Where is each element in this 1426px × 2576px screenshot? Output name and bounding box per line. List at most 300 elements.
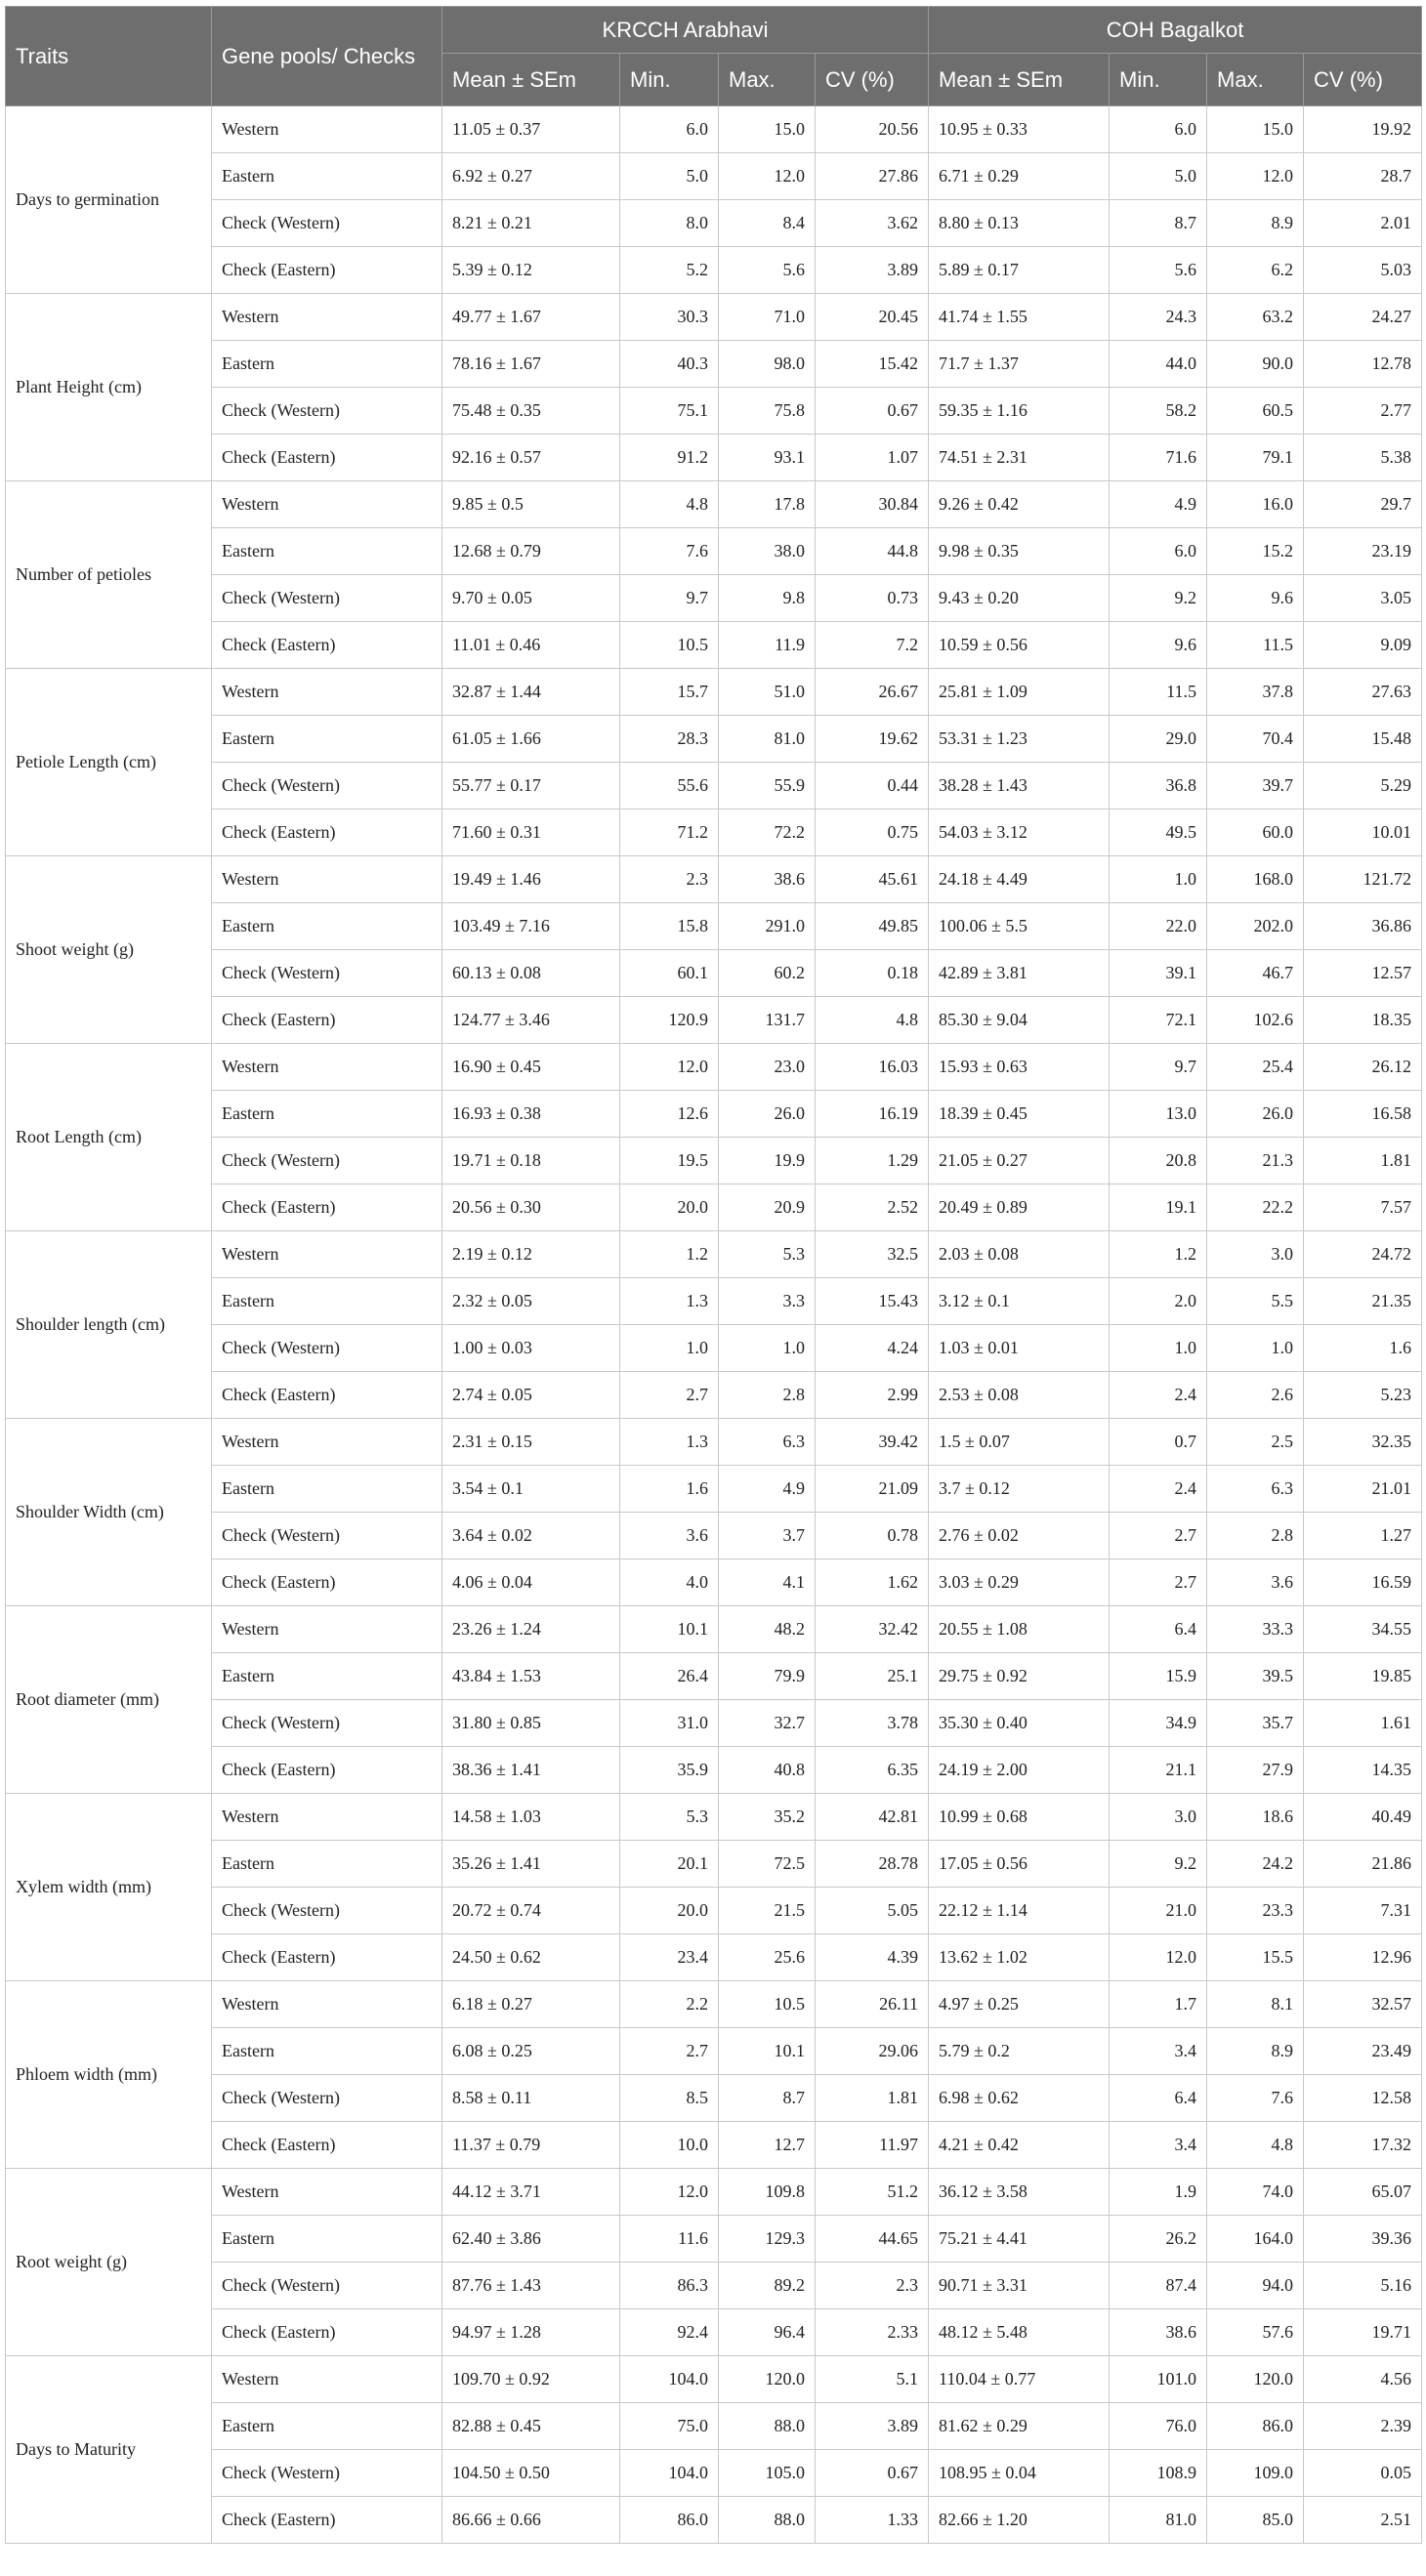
table-row [6,1372,1422,1419]
coh-max-cell: 12.0 [1207,153,1304,200]
coh-max-cell: 24.2 [1207,1841,1304,1888]
gene-pool-cell: Check (Western) [212,763,442,810]
coh-mean-sem-cell: 25.81 ± 1.09 [929,669,1110,716]
coh-cv-cell: 2.77 [1304,388,1422,435]
krcch-max-cell: 8.4 [719,200,816,247]
coh-cv-cell: 10.01 [1304,810,1422,856]
krcch-max-cell: 72.5 [719,1841,816,1888]
krcch-mean-sem-cell: 11.05 ± 0.37 [442,106,620,153]
coh-max-cell: 120.0 [1207,2356,1304,2403]
coh-mean-sem-cell: 20.49 ± 0.89 [929,1184,1110,1231]
gene-pool-cell: Check (Western) [212,388,442,435]
krcch-max-cell: 75.8 [719,388,816,435]
coh-min-cell: 76.0 [1110,2403,1207,2450]
gene-pool-cell: Check (Western) [212,1138,442,1184]
table-row [6,575,1422,622]
coh-mean-sem-cell: 5.89 ± 0.17 [929,247,1110,294]
site-header-coh: COH Bagalkot [929,7,1422,54]
krcch-mean-sem-cell: 32.87 ± 1.44 [442,669,620,716]
krcch-cv-cell: 32.42 [816,1606,929,1653]
table-row [6,716,1422,763]
coh-cv-cell: 28.7 [1304,153,1422,200]
coh-cv-cell: 12.57 [1304,950,1422,997]
coh-cv-cell: 7.57 [1304,1184,1422,1231]
gene-pool-cell: Check (Eastern) [212,622,442,669]
krcch-mean-sem-cell: 6.08 ± 0.25 [442,2028,620,2075]
krcch-mean-sem-cell: 35.26 ± 1.41 [442,1841,620,1888]
krcch-cv-cell: 0.67 [816,388,929,435]
coh-mean-sem-cell: 22.12 ± 1.14 [929,1888,1110,1934]
krcch-cv-cell: 49.85 [816,903,929,950]
trait-name: Root diameter (mm) [6,1606,212,1794]
coh-mean-sem-cell: 85.30 ± 9.04 [929,997,1110,1044]
trait-name: Petiole Length (cm) [6,669,212,856]
krcch-mean-sem-cell: 92.16 ± 0.57 [442,435,620,481]
krcch-cv-cell: 11.97 [816,2122,929,2169]
coh-cv-cell: 40.49 [1304,1794,1422,1841]
table-row [6,2497,1422,2544]
table-row [6,997,1422,1044]
gene-pool-cell: Western [212,669,442,716]
coh-cv-cell: 1.27 [1304,1513,1422,1559]
min-header: Min. [1110,54,1207,106]
krcch-min-cell: 28.3 [620,716,719,763]
krcch-min-cell: 8.0 [620,200,719,247]
coh-min-cell: 81.0 [1110,2497,1207,2544]
krcch-mean-sem-cell: 60.13 ± 0.08 [442,950,620,997]
coh-min-cell: 9.2 [1110,575,1207,622]
krcch-cv-cell: 4.24 [816,1325,929,1372]
krcch-mean-sem-cell: 61.05 ± 1.66 [442,716,620,763]
krcch-max-cell: 35.2 [719,1794,816,1841]
table-row [6,1606,1422,1653]
krcch-max-cell: 291.0 [719,903,816,950]
krcch-max-cell: 38.0 [719,528,816,575]
krcch-min-cell: 10.1 [620,1606,719,1653]
krcch-mean-sem-cell: 2.19 ± 0.12 [442,1231,620,1278]
coh-min-cell: 9.2 [1110,1841,1207,1888]
gene-pool-cell: Check (Western) [212,950,442,997]
coh-min-cell: 15.9 [1110,1653,1207,1700]
table-row [6,1981,1422,2028]
coh-max-cell: 202.0 [1207,903,1304,950]
table-row [6,1231,1422,1278]
gene-pool-cell: Eastern [212,1841,442,1888]
trait-name: Phloem width (mm) [6,1981,212,2169]
mean-sem-header: Mean ± SEm [929,54,1110,106]
krcch-max-cell: 38.6 [719,856,816,903]
coh-cv-cell: 17.32 [1304,2122,1422,2169]
coh-mean-sem-cell: 90.71 ± 3.31 [929,2263,1110,2309]
coh-mean-sem-cell: 24.19 ± 2.00 [929,1747,1110,1794]
krcch-cv-cell: 30.84 [816,481,929,528]
coh-max-cell: 102.6 [1207,997,1304,1044]
coh-max-cell: 39.5 [1207,1653,1304,1700]
coh-mean-sem-cell: 4.97 ± 0.25 [929,1981,1110,2028]
coh-max-cell: 2.5 [1207,1419,1304,1466]
coh-max-cell: 94.0 [1207,2263,1304,2309]
krcch-min-cell: 1.2 [620,1231,719,1278]
krcch-max-cell: 131.7 [719,997,816,1044]
krcch-min-cell: 15.8 [620,903,719,950]
krcch-min-cell: 10.0 [620,2122,719,2169]
krcch-mean-sem-cell: 2.32 ± 0.05 [442,1278,620,1325]
coh-min-cell: 26.2 [1110,2216,1207,2263]
coh-max-cell: 33.3 [1207,1606,1304,1653]
krcch-cv-cell: 51.2 [816,2169,929,2216]
coh-mean-sem-cell: 1.03 ± 0.01 [929,1325,1110,1372]
coh-cv-cell: 12.58 [1304,2075,1422,2122]
coh-cv-cell: 16.59 [1304,1559,1422,1606]
krcch-cv-cell: 20.56 [816,106,929,153]
krcch-mean-sem-cell: 6.18 ± 0.27 [442,1981,620,2028]
krcch-max-cell: 40.8 [719,1747,816,1794]
krcch-min-cell: 1.3 [620,1278,719,1325]
table-row [6,388,1422,435]
trait-name: Shoulder length (cm) [6,1231,212,1419]
trait-name: Number of petioles [6,481,212,669]
krcch-max-cell: 89.2 [719,2263,816,2309]
krcch-max-cell: 23.0 [719,1044,816,1091]
krcch-max-cell: 12.0 [719,153,816,200]
max-header: Max. [719,54,816,106]
table-row [6,1138,1422,1184]
krcch-mean-sem-cell: 16.90 ± 0.45 [442,1044,620,1091]
krcch-max-cell: 4.1 [719,1559,816,1606]
coh-min-cell: 2.0 [1110,1278,1207,1325]
krcch-max-cell: 71.0 [719,294,816,341]
krcch-mean-sem-cell: 82.88 ± 0.45 [442,2403,620,2450]
krcch-cv-cell: 3.89 [816,247,929,294]
table-row [6,1934,1422,1981]
coh-mean-sem-cell: 3.7 ± 0.12 [929,1466,1110,1513]
krcch-cv-cell: 20.45 [816,294,929,341]
coh-cv-cell: 19.92 [1304,106,1422,153]
coh-min-cell: 2.4 [1110,1466,1207,1513]
coh-cv-cell: 4.56 [1304,2356,1422,2403]
krcch-mean-sem-cell: 14.58 ± 1.03 [442,1794,620,1841]
coh-cv-cell: 5.38 [1304,435,1422,481]
gene-pool-cell: Eastern [212,153,442,200]
krcch-min-cell: 5.3 [620,1794,719,1841]
coh-mean-sem-cell: 2.03 ± 0.08 [929,1231,1110,1278]
coh-min-cell: 72.1 [1110,997,1207,1044]
coh-max-cell: 11.5 [1207,622,1304,669]
gene-pool-cell: Western [212,106,442,153]
krcch-min-cell: 86.3 [620,2263,719,2309]
krcch-cv-cell: 2.33 [816,2309,929,2356]
krcch-min-cell: 5.2 [620,247,719,294]
krcch-mean-sem-cell: 9.70 ± 0.05 [442,575,620,622]
coh-max-cell: 74.0 [1207,2169,1304,2216]
gene-pool-cell: Western [212,856,442,903]
coh-max-cell: 21.3 [1207,1138,1304,1184]
krcch-min-cell: 26.4 [620,1653,719,1700]
coh-max-cell: 22.2 [1207,1184,1304,1231]
krcch-min-cell: 7.6 [620,528,719,575]
krcch-cv-cell: 3.78 [816,1700,929,1747]
coh-cv-cell: 21.35 [1304,1278,1422,1325]
krcch-mean-sem-cell: 94.97 ± 1.28 [442,2309,620,2356]
krcch-cv-cell: 16.03 [816,1044,929,1091]
coh-min-cell: 6.0 [1110,106,1207,153]
krcch-max-cell: 17.8 [719,481,816,528]
coh-cv-cell: 32.35 [1304,1419,1422,1466]
krcch-cv-cell: 25.1 [816,1653,929,1700]
krcch-min-cell: 40.3 [620,341,719,388]
table-row [6,1513,1422,1559]
krcch-max-cell: 1.0 [719,1325,816,1372]
coh-mean-sem-cell: 81.62 ± 0.29 [929,2403,1110,2450]
krcch-cv-cell: 26.67 [816,669,929,716]
table-row [6,1278,1422,1325]
krcch-mean-sem-cell: 5.39 ± 0.12 [442,247,620,294]
gene-pool-cell: Eastern [212,1091,442,1138]
coh-min-cell: 20.8 [1110,1138,1207,1184]
coh-cv-cell: 39.36 [1304,2216,1422,2263]
krcch-cv-cell: 1.29 [816,1138,929,1184]
coh-cv-cell: 12.78 [1304,341,1422,388]
table-row [6,341,1422,388]
coh-min-cell: 13.0 [1110,1091,1207,1138]
gene-pool-cell: Check (Western) [212,2450,442,2497]
krcch-mean-sem-cell: 124.77 ± 3.46 [442,997,620,1044]
coh-min-cell: 4.9 [1110,481,1207,528]
krcch-min-cell: 1.6 [620,1466,719,1513]
krcch-max-cell: 98.0 [719,341,816,388]
krcch-max-cell: 88.0 [719,2497,816,2544]
krcch-cv-cell: 0.44 [816,763,929,810]
krcch-cv-cell: 19.62 [816,716,929,763]
table-row [6,669,1422,716]
table-row [6,1325,1422,1372]
table-row [6,1794,1422,1841]
gene-pool-cell: Western [212,1044,442,1091]
krcch-mean-sem-cell: 78.16 ± 1.67 [442,341,620,388]
coh-min-cell: 19.1 [1110,1184,1207,1231]
krcch-cv-cell: 5.1 [816,2356,929,2403]
coh-mean-sem-cell: 4.21 ± 0.42 [929,2122,1110,2169]
krcch-min-cell: 55.6 [620,763,719,810]
trait-name: Plant Height (cm) [6,294,212,481]
coh-cv-cell: 32.57 [1304,1981,1422,2028]
krcch-cv-cell: 26.11 [816,1981,929,2028]
krcch-max-cell: 11.9 [719,622,816,669]
krcch-mean-sem-cell: 75.48 ± 0.35 [442,388,620,435]
coh-cv-cell: 7.31 [1304,1888,1422,1934]
krcch-cv-cell: 15.42 [816,341,929,388]
coh-min-cell: 1.7 [1110,1981,1207,2028]
gene-pool-cell: Check (Western) [212,200,442,247]
gene-pool-cell: Check (Eastern) [212,435,442,481]
coh-cv-cell: 29.7 [1304,481,1422,528]
coh-mean-sem-cell: 6.71 ± 0.29 [929,153,1110,200]
coh-max-cell: 15.5 [1207,1934,1304,1981]
coh-max-cell: 63.2 [1207,294,1304,341]
coh-max-cell: 60.5 [1207,388,1304,435]
coh-cv-cell: 65.07 [1304,2169,1422,2216]
cv-header: CV (%) [1304,54,1422,106]
coh-mean-sem-cell: 24.18 ± 4.49 [929,856,1110,903]
gene-pool-cell: Check (Eastern) [212,2497,442,2544]
coh-min-cell: 6.4 [1110,1606,1207,1653]
coh-cv-cell: 5.03 [1304,247,1422,294]
krcch-cv-cell: 16.19 [816,1091,929,1138]
coh-cv-cell: 1.61 [1304,1700,1422,1747]
coh-min-cell: 9.7 [1110,1044,1207,1091]
krcch-mean-sem-cell: 12.68 ± 0.79 [442,528,620,575]
trait-data-table [5,6,1422,2544]
header-row-sites [6,7,1422,54]
krcch-mean-sem-cell: 8.58 ± 0.11 [442,2075,620,2122]
coh-min-cell: 6.0 [1110,528,1207,575]
krcch-max-cell: 21.5 [719,1888,816,1934]
krcch-mean-sem-cell: 86.66 ± 0.66 [442,2497,620,2544]
table-row [6,200,1422,247]
krcch-min-cell: 60.1 [620,950,719,997]
krcch-cv-cell: 28.78 [816,1841,929,1888]
table-row [6,528,1422,575]
table-row [6,1653,1422,1700]
coh-cv-cell: 12.96 [1304,1934,1422,1981]
krcch-max-cell: 120.0 [719,2356,816,2403]
table-row [6,481,1422,528]
coh-max-cell: 60.0 [1207,810,1304,856]
krcch-cv-cell: 32.5 [816,1231,929,1278]
krcch-cv-cell: 3.62 [816,200,929,247]
coh-max-cell: 86.0 [1207,2403,1304,2450]
gene-pool-cell: Western [212,1794,442,1841]
coh-mean-sem-cell: 74.51 ± 2.31 [929,435,1110,481]
coh-max-cell: 35.7 [1207,1700,1304,1747]
krcch-min-cell: 120.9 [620,997,719,1044]
gene-pool-cell: Eastern [212,2216,442,2263]
coh-mean-sem-cell: 38.28 ± 1.43 [929,763,1110,810]
krcch-min-cell: 2.7 [620,2028,719,2075]
krcch-mean-sem-cell: 2.74 ± 0.05 [442,1372,620,1419]
krcch-mean-sem-cell: 20.56 ± 0.30 [442,1184,620,1231]
coh-min-cell: 5.0 [1110,153,1207,200]
table-row [6,1747,1422,1794]
krcch-cv-cell: 5.05 [816,1888,929,1934]
table-row [6,622,1422,669]
krcch-cv-cell: 1.33 [816,2497,929,2544]
gene-pool-cell: Eastern [212,903,442,950]
gene-pool-cell: Western [212,2169,442,2216]
coh-cv-cell: 19.85 [1304,1653,1422,1700]
coh-min-cell: 39.1 [1110,950,1207,997]
krcch-cv-cell: 7.2 [816,622,929,669]
coh-max-cell: 5.5 [1207,1278,1304,1325]
min-header: Min. [620,54,719,106]
coh-mean-sem-cell: 3.12 ± 0.1 [929,1278,1110,1325]
krcch-min-cell: 15.7 [620,669,719,716]
table-row [6,2263,1422,2309]
krcch-max-cell: 72.2 [719,810,816,856]
krcch-min-cell: 1.0 [620,1325,719,1372]
coh-cv-cell: 19.71 [1304,2309,1422,2356]
coh-mean-sem-cell: 13.62 ± 1.02 [929,1934,1110,1981]
gene-pool-cell: Check (Western) [212,1888,442,1934]
coh-min-cell: 5.6 [1110,247,1207,294]
krcch-cv-cell: 2.99 [816,1372,929,1419]
krcch-min-cell: 12.0 [620,2169,719,2216]
table-row [6,2356,1422,2403]
krcch-min-cell: 19.5 [620,1138,719,1184]
coh-mean-sem-cell: 20.55 ± 1.08 [929,1606,1110,1653]
krcch-cv-cell: 44.65 [816,2216,929,2263]
coh-max-cell: 2.8 [1207,1513,1304,1559]
krcch-max-cell: 93.1 [719,435,816,481]
table-body [6,106,1422,2544]
table-row [6,2403,1422,2450]
trait-name: Root weight (g) [6,2169,212,2356]
coh-cv-cell: 36.86 [1304,903,1422,950]
coh-min-cell: 3.0 [1110,1794,1207,1841]
krcch-min-cell: 9.7 [620,575,719,622]
coh-mean-sem-cell: 21.05 ± 0.27 [929,1138,1110,1184]
coh-max-cell: 27.9 [1207,1747,1304,1794]
mean-sem-header: Mean ± SEm [442,54,620,106]
gene-pool-cell: Western [212,1606,442,1653]
krcch-cv-cell: 39.42 [816,1419,929,1466]
trait-name: Shoot weight (g) [6,856,212,1044]
krcch-cv-cell: 4.8 [816,997,929,1044]
gene-pool-cell: Check (Eastern) [212,997,442,1044]
trait-name: Shoulder Width (cm) [6,1419,212,1606]
table-row [6,153,1422,200]
table-row [6,2169,1422,2216]
table-row [6,2216,1422,2263]
krcch-mean-sem-cell: 55.77 ± 0.17 [442,763,620,810]
table-row [6,1044,1422,1091]
krcch-max-cell: 12.7 [719,2122,816,2169]
gene-pool-cell: Western [212,294,442,341]
krcch-cv-cell: 0.67 [816,2450,929,2497]
gene-pools-header: Gene pools/ Checks [212,7,442,106]
trait-name: Days to germination [6,106,212,294]
table-row [6,856,1422,903]
krcch-min-cell: 71.2 [620,810,719,856]
krcch-mean-sem-cell: 104.50 ± 0.50 [442,2450,620,2497]
table-row [6,2075,1422,2122]
trait-name: Days to Maturity [6,2356,212,2544]
coh-cv-cell: 27.63 [1304,669,1422,716]
krcch-max-cell: 15.0 [719,106,816,153]
gene-pool-cell: Eastern [212,1466,442,1513]
coh-mean-sem-cell: 10.95 ± 0.33 [929,106,1110,153]
gene-pool-cell: Western [212,1981,442,2028]
coh-mean-sem-cell: 2.76 ± 0.02 [929,1513,1110,1559]
table-row [6,763,1422,810]
krcch-mean-sem-cell: 20.72 ± 0.74 [442,1888,620,1934]
coh-mean-sem-cell: 53.31 ± 1.23 [929,716,1110,763]
table-row [6,435,1422,481]
coh-max-cell: 25.4 [1207,1044,1304,1091]
table-row [6,2450,1422,2497]
krcch-mean-sem-cell: 4.06 ± 0.04 [442,1559,620,1606]
gene-pool-cell: Check (Western) [212,2263,442,2309]
krcch-mean-sem-cell: 2.31 ± 0.15 [442,1419,620,1466]
coh-max-cell: 18.6 [1207,1794,1304,1841]
krcch-max-cell: 55.9 [719,763,816,810]
coh-max-cell: 3.0 [1207,1231,1304,1278]
krcch-mean-sem-cell: 38.36 ± 1.41 [442,1747,620,1794]
krcch-min-cell: 2.3 [620,856,719,903]
gene-pool-cell: Check (Western) [212,1513,442,1559]
table-row [6,810,1422,856]
krcch-cv-cell: 0.73 [816,575,929,622]
